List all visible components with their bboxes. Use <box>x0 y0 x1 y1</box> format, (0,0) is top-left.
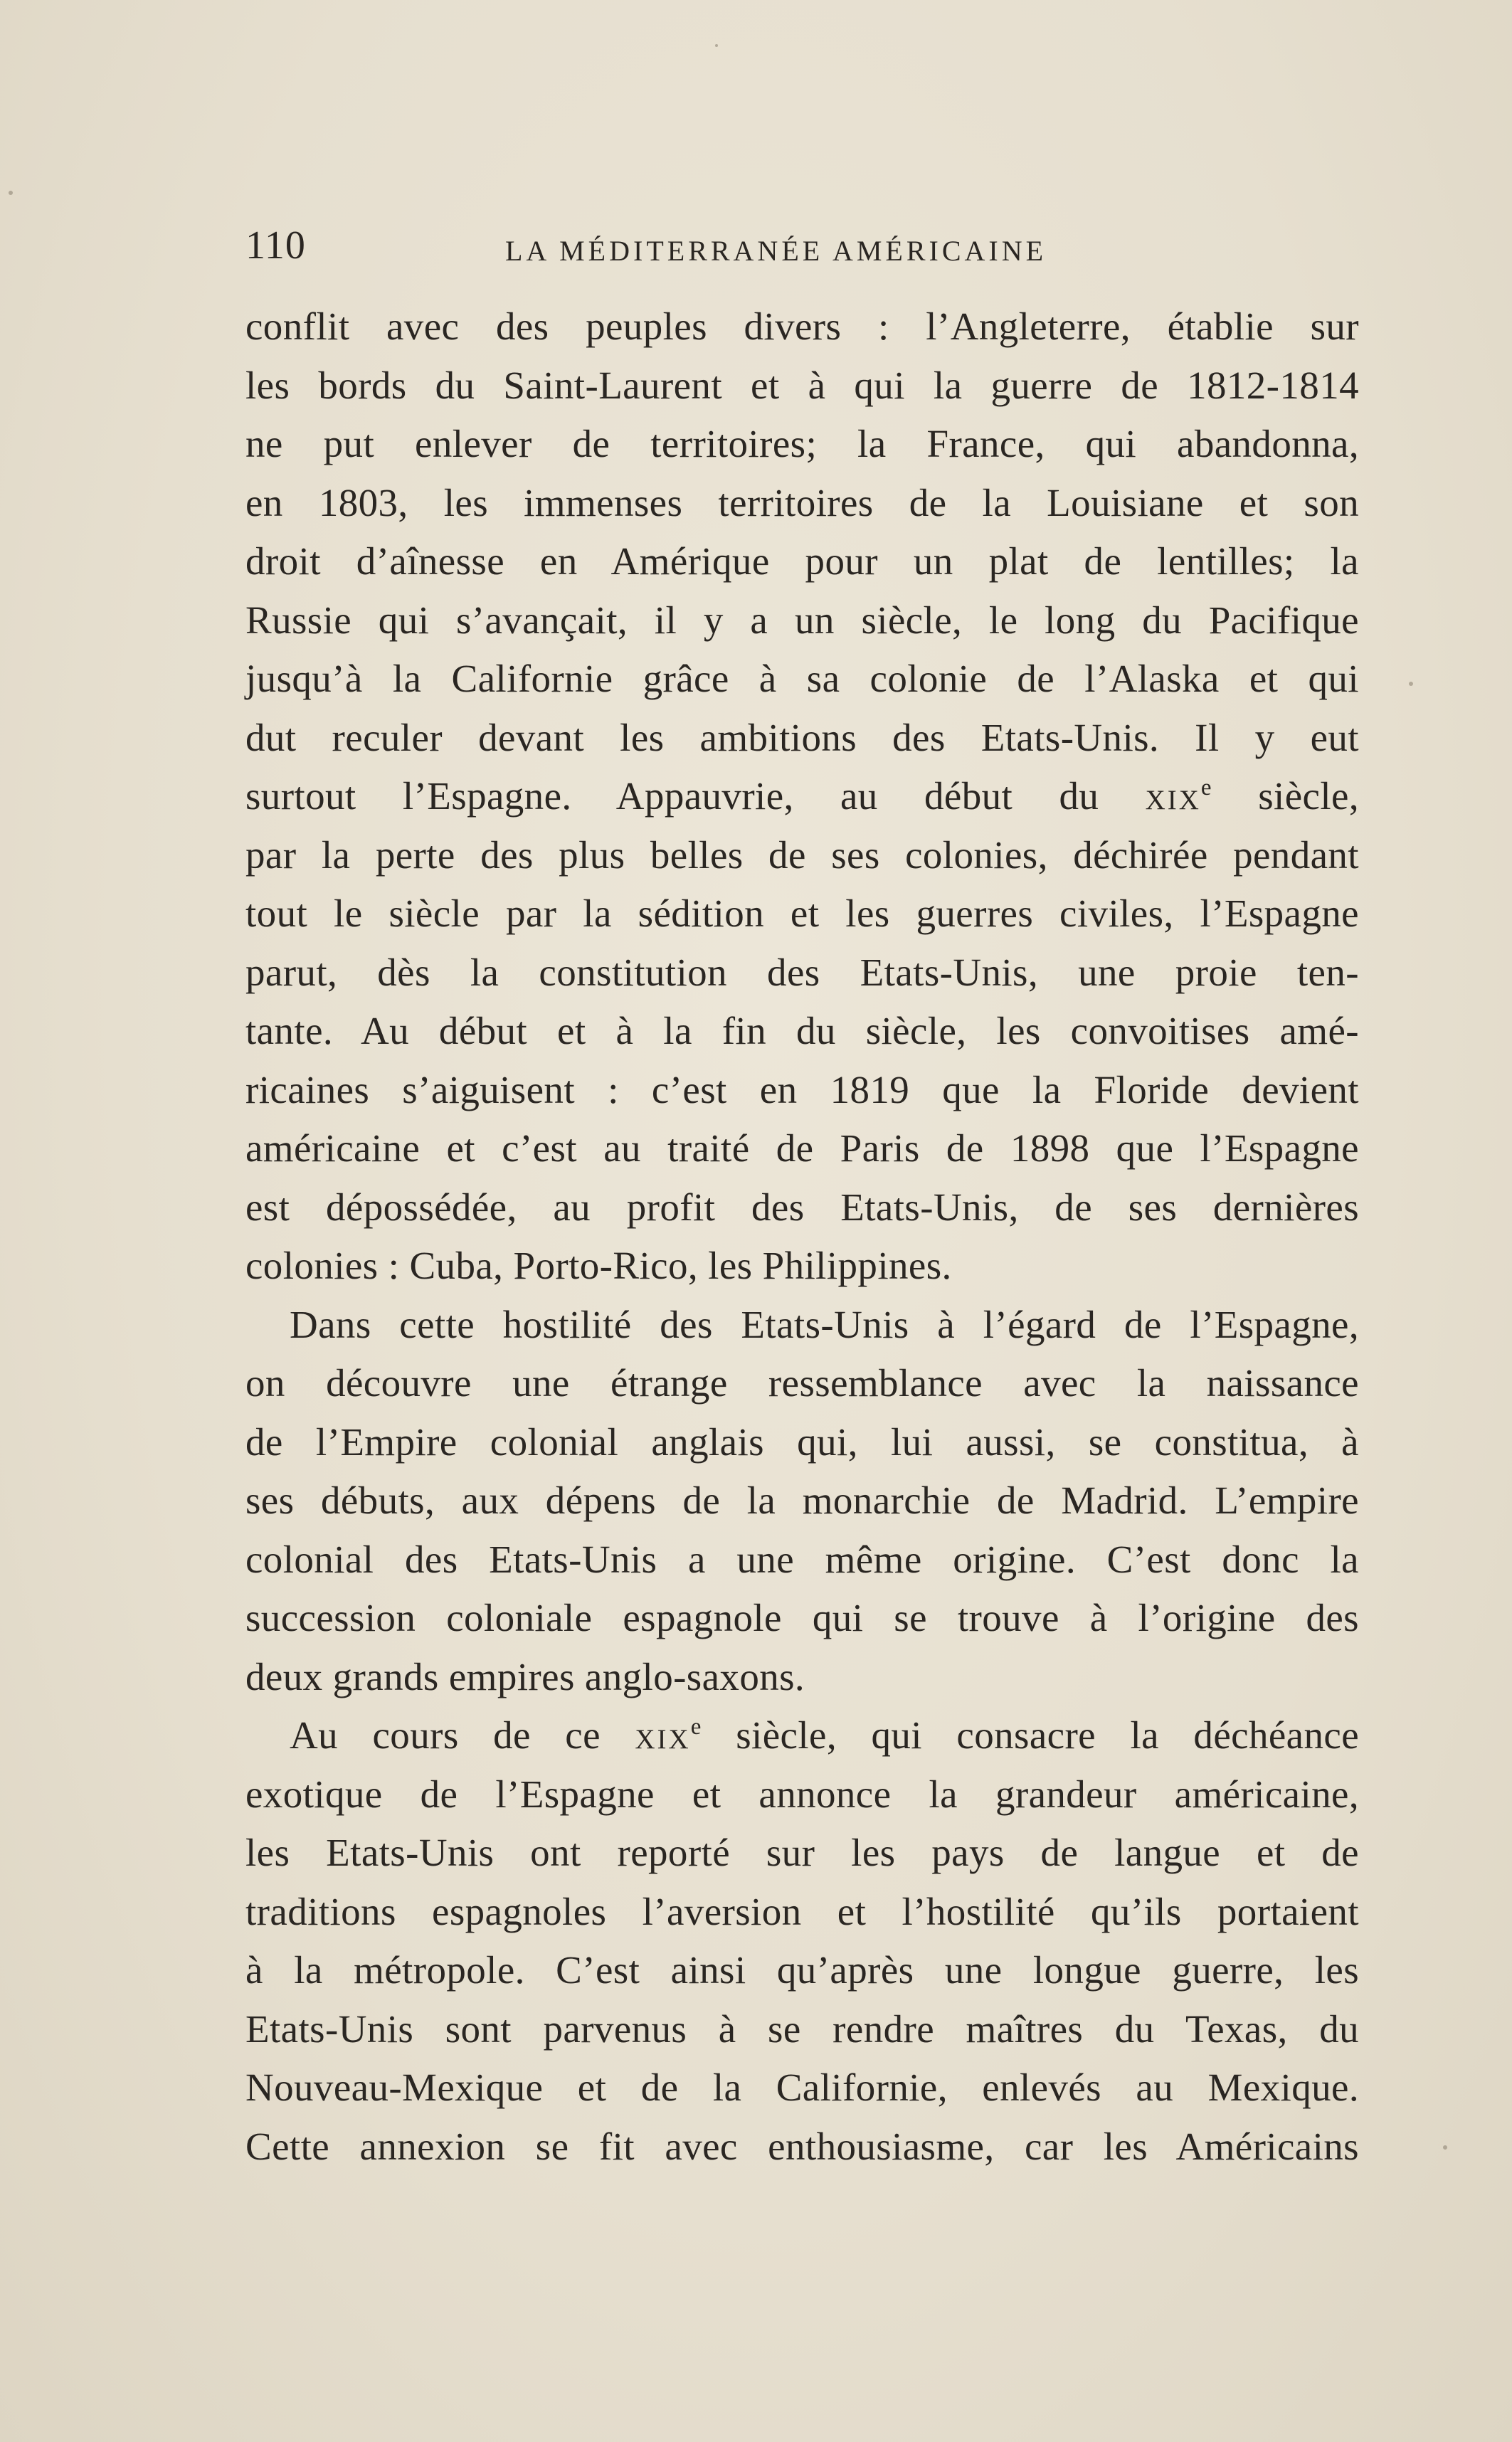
text-line: on découvre une étrange ressemblance avec la naissance <box>245 1361 1359 1405</box>
text-line: droit d’aînesse en Amérique pour un plat de lentilles; la <box>245 539 1359 583</box>
century-superscript: e <box>1200 775 1212 801</box>
paper-speck <box>715 44 718 47</box>
text-line <box>245 1706 1359 1765</box>
text-line: Cette annexion se fit avec enthousiasme, car les Américains <box>245 2124 1359 2168</box>
text-line: exotique de l’Espagne et annonce la grandeur américaine, <box>245 1772 1359 1816</box>
text-line: colonies : Cuba, Porto-Rico, les Philippines. <box>245 1244 952 1287</box>
page-header <box>245 221 1355 270</box>
text-line: Nouveau-Mexique et de la Californie, enlevés au Mexique. <box>245 2066 1359 2109</box>
text-line: tout le siècle par la sédition et les guerres civiles, l’Espagne <box>245 892 1359 935</box>
text-line: de l’Empire colonial anglais qui, lui aussi, se constitua, à <box>245 1420 1359 1464</box>
text-line: jusqu’à la Californie grâce à sa colonie de l’Alaska et qui <box>245 657 1359 700</box>
text-line: dut reculer devant les ambitions des Etats-Unis. Il y eut <box>245 715 1359 759</box>
text-line: est dépossédée, au profit des Etats-Unis, de ses dernières <box>245 1185 1359 1229</box>
text-line <box>245 767 1359 826</box>
text-line: par la perte des plus belles de ses colonies, déchirée pendant <box>245 832 1359 877</box>
text-line: conflit avec des peuples divers : l’Angleterre, établie sur <box>245 305 1359 348</box>
text-line: les Etats-Unis ont reporté sur les pays de langue et de <box>245 1831 1359 1874</box>
text-line: traditions espagnoles l’aversion et l’hostilité qu’ils portaient <box>245 1889 1359 1933</box>
paper-speck <box>1443 2145 1447 2150</box>
running-title: LA MÉDITERRANÉE AMÉRICAINE <box>505 235 1047 267</box>
text-segment: Au cours de ce <box>290 1713 635 1757</box>
text-line: ne put enlever de territoires; la France, qui abandonna, <box>245 422 1359 465</box>
text-line: Russie qui s’avançait, il y a un siècle, le long du Pacifique <box>245 598 1359 642</box>
page-number: 110 <box>245 223 306 268</box>
text-segment: surtout l’Espagne. Appauvrie, au début du <box>245 774 1146 818</box>
text-line: deux grands empires anglo-saxons. <box>245 1654 805 1698</box>
text-line: en 1803, les immenses territoires de la Louisiane et son <box>245 480 1359 524</box>
text-line: américaine et c’est au traité de Paris de 1898 que l’Espagne <box>245 1126 1359 1170</box>
text-line: à la métropole. C’est ainsi qu’après une longue guerre, les <box>245 1948 1359 1992</box>
text-segment: siècle, qui consacre la déchéance <box>701 1713 1360 1757</box>
text-line: parut, dès la constitution des Etats-Unis, une proie ten- <box>245 950 1359 994</box>
text-line: Etats-Unis sont parvenus à se rendre maîtres du Texas, du <box>245 2007 1359 2051</box>
text-line: colonial des Etats-Unis a une même origine. C’est donc la <box>245 1537 1359 1581</box>
century-numeral: xix <box>1145 774 1201 818</box>
text-line: les bords du Saint-Laurent et à qui la guerre de 1812-1814 <box>245 363 1359 407</box>
text-line: Dans cette hostilité des Etats-Unis à l’égard de l’Espagne, <box>290 1302 1359 1346</box>
century-numeral: xix <box>635 1713 691 1757</box>
text-line: ses débuts, aux dépens de la monarchie de Madrid. L’empire <box>245 1479 1359 1522</box>
paper-speck <box>1409 682 1413 686</box>
body-text <box>245 297 1359 2176</box>
century-superscript: e <box>690 1714 702 1740</box>
text-line: tante. Au début et à la fin du siècle, les convoitises amé- <box>245 1009 1359 1052</box>
text-line: succession coloniale espagnole qui se trouve à l’origine des <box>245 1596 1359 1639</box>
text-segment: siècle, <box>1211 774 1359 818</box>
paper-speck <box>9 191 13 195</box>
text-line: ricaines s’aiguisent : c’est en 1819 que la Floride devient <box>245 1067 1359 1111</box>
